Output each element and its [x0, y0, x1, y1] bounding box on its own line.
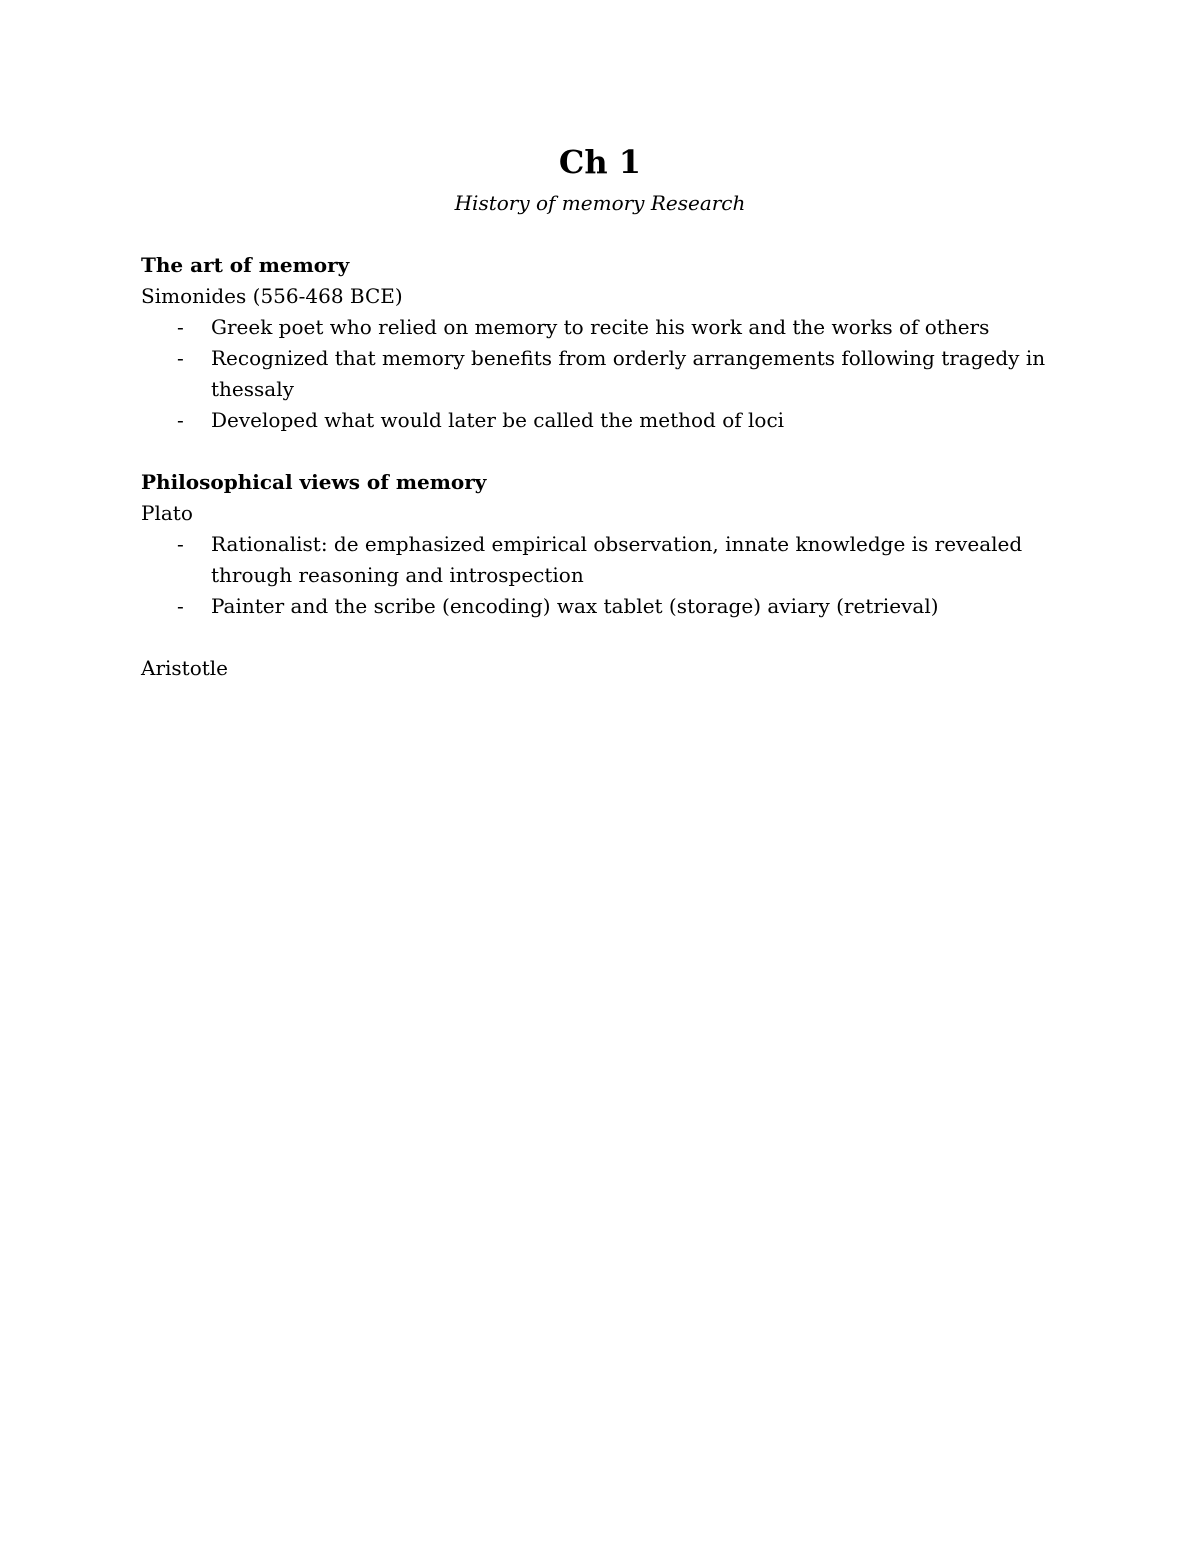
section-heading: The art of memory [141, 253, 350, 277]
page-subtitle: History of memory Research [454, 191, 746, 215]
list-item-text: Painter and the scribe (encoding) wax tablet (storage) aviary (retrieval) [211, 594, 939, 618]
section-aristotle [141, 653, 1059, 684]
section-subject: Aristotle [141, 656, 229, 680]
section-philosophical-views [141, 467, 1059, 622]
section-heading: Philosophical views of memory [141, 470, 487, 494]
bullet-list [141, 312, 1059, 436]
dash-marker: - [177, 532, 184, 556]
dash-marker: - [177, 408, 184, 432]
list-item [141, 312, 1059, 343]
dash-marker: - [177, 594, 184, 618]
dash-marker: - [177, 346, 184, 370]
list-item-text: Developed what would later be called the method of loci [211, 408, 785, 432]
page-title: Ch 1 [558, 143, 642, 181]
dash-marker: - [177, 315, 184, 339]
list-item [141, 529, 1059, 591]
list-item [141, 343, 1059, 405]
section-subject: Plato [141, 501, 193, 525]
list-item [141, 405, 1059, 436]
list-item [141, 591, 1059, 622]
section-subject: Simonides (556-468 BCE) [141, 284, 403, 308]
bullet-list [141, 529, 1059, 622]
list-item-text: Greek poet who relied on memory to recite his work and the works of others [211, 315, 990, 339]
section-art-of-memory [141, 250, 1059, 436]
list-item-text: Recognized that memory benefits from orderly arrangements following tragedy in thessaly [211, 346, 1046, 401]
list-item-text: Rationalist: de emphasized empirical observation, innate knowledge is revealed through reasoning and introspection [211, 532, 1023, 587]
